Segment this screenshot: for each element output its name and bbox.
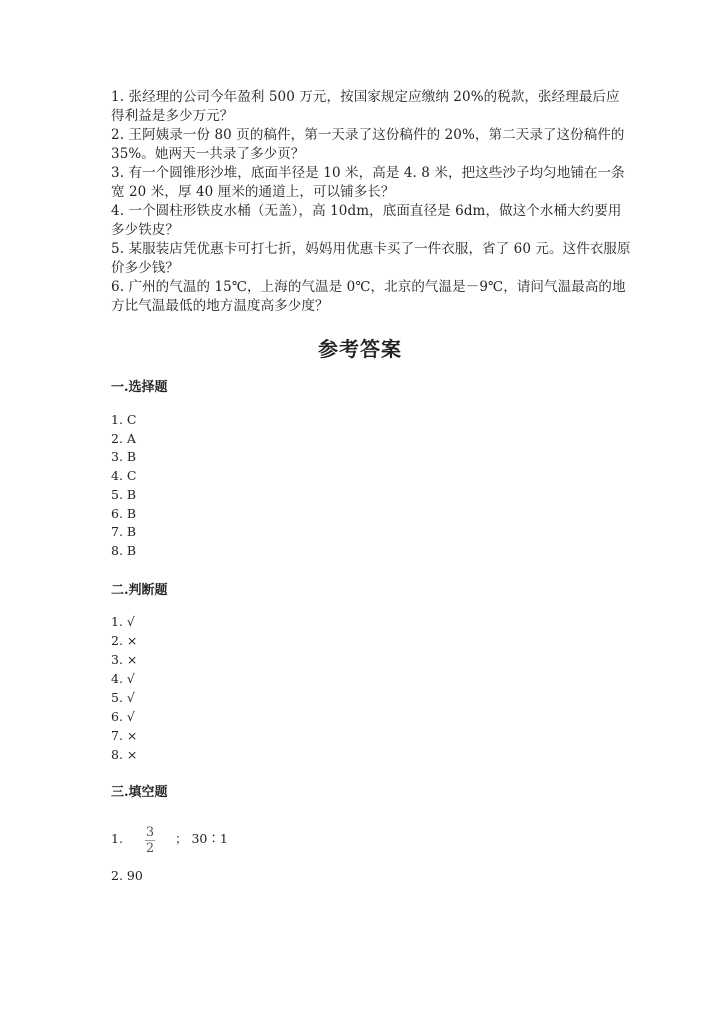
fraction-denominator: 2 bbox=[145, 841, 155, 856]
answer: 2. A bbox=[111, 430, 136, 446]
answer: 8. × bbox=[111, 747, 138, 762]
fill-answer-1-rest: ； 30∶1 bbox=[175, 831, 228, 846]
answer: 4. C bbox=[111, 468, 137, 484]
choice-answers bbox=[111, 411, 136, 561]
fraction bbox=[145, 825, 155, 856]
question-1: 1. 张经理的公司今年盈利 500 万元，按国家规定应缴纳 20%的税款，张经理最后应得利益是多少万元？ bbox=[111, 89, 620, 124]
answer: 8. B bbox=[111, 542, 137, 558]
answer: 7. B bbox=[111, 524, 137, 540]
question-3: 3. 有一个圆锥形沙堆，底面半径是 10 米，高是 4. 8 米，把这些沙子均匀地铺在一条宽 20 米，厚 40 厘米的通道上，可以铺多长？ bbox=[111, 165, 625, 200]
answer: 4. √ bbox=[111, 671, 135, 686]
section-heading-fill: 三.填空题 bbox=[111, 785, 168, 800]
question-6: 6. 广州的气温的 15℃，上海的气温是 0℃，北京的气温是－9℃，请问气温最高的地方比气温最低的地方温度高多少度？ bbox=[111, 279, 626, 314]
answer: 1. √ bbox=[111, 614, 135, 629]
answer: 6. √ bbox=[111, 709, 135, 724]
fraction-numerator: 3 bbox=[145, 825, 155, 840]
answer: 1. C bbox=[111, 412, 137, 427]
answer: 7. × bbox=[111, 728, 138, 743]
answer: 5. B bbox=[111, 486, 137, 502]
question-2: 2. 王阿姨录一份 80 页的稿件，第一天录了这份稿件的 20%，第二天录了这份稿件的 35%。她两天一共录了多少页？ bbox=[111, 127, 625, 162]
answer: 3. × bbox=[111, 652, 138, 667]
question-5: 5. 某服装店凭优惠卡可打七折，妈妈用优惠卡买了一件衣服，省了 60 元。这件衣服原价多少钱？ bbox=[111, 241, 631, 276]
judge-answers bbox=[111, 612, 137, 764]
answer: 3. B bbox=[111, 449, 137, 465]
fill-answer-1-label: 1. bbox=[111, 831, 123, 846]
section-heading-judge: 二.判断题 bbox=[111, 583, 168, 598]
section-heading-choice: 一.选择题 bbox=[111, 380, 168, 395]
fill-answer-2: 2. 90 bbox=[111, 868, 143, 883]
answer: 6. B bbox=[111, 505, 137, 521]
question-4: 4. 一个圆柱形铁皮水桶（无盖），高 10dm，底面直径是 6dm，做这个水桶大约要用多少铁皮？ bbox=[111, 203, 622, 238]
answer-title: 参考答案 bbox=[318, 337, 402, 361]
answer: 5. √ bbox=[111, 690, 135, 705]
answer: 2. × bbox=[111, 633, 138, 648]
